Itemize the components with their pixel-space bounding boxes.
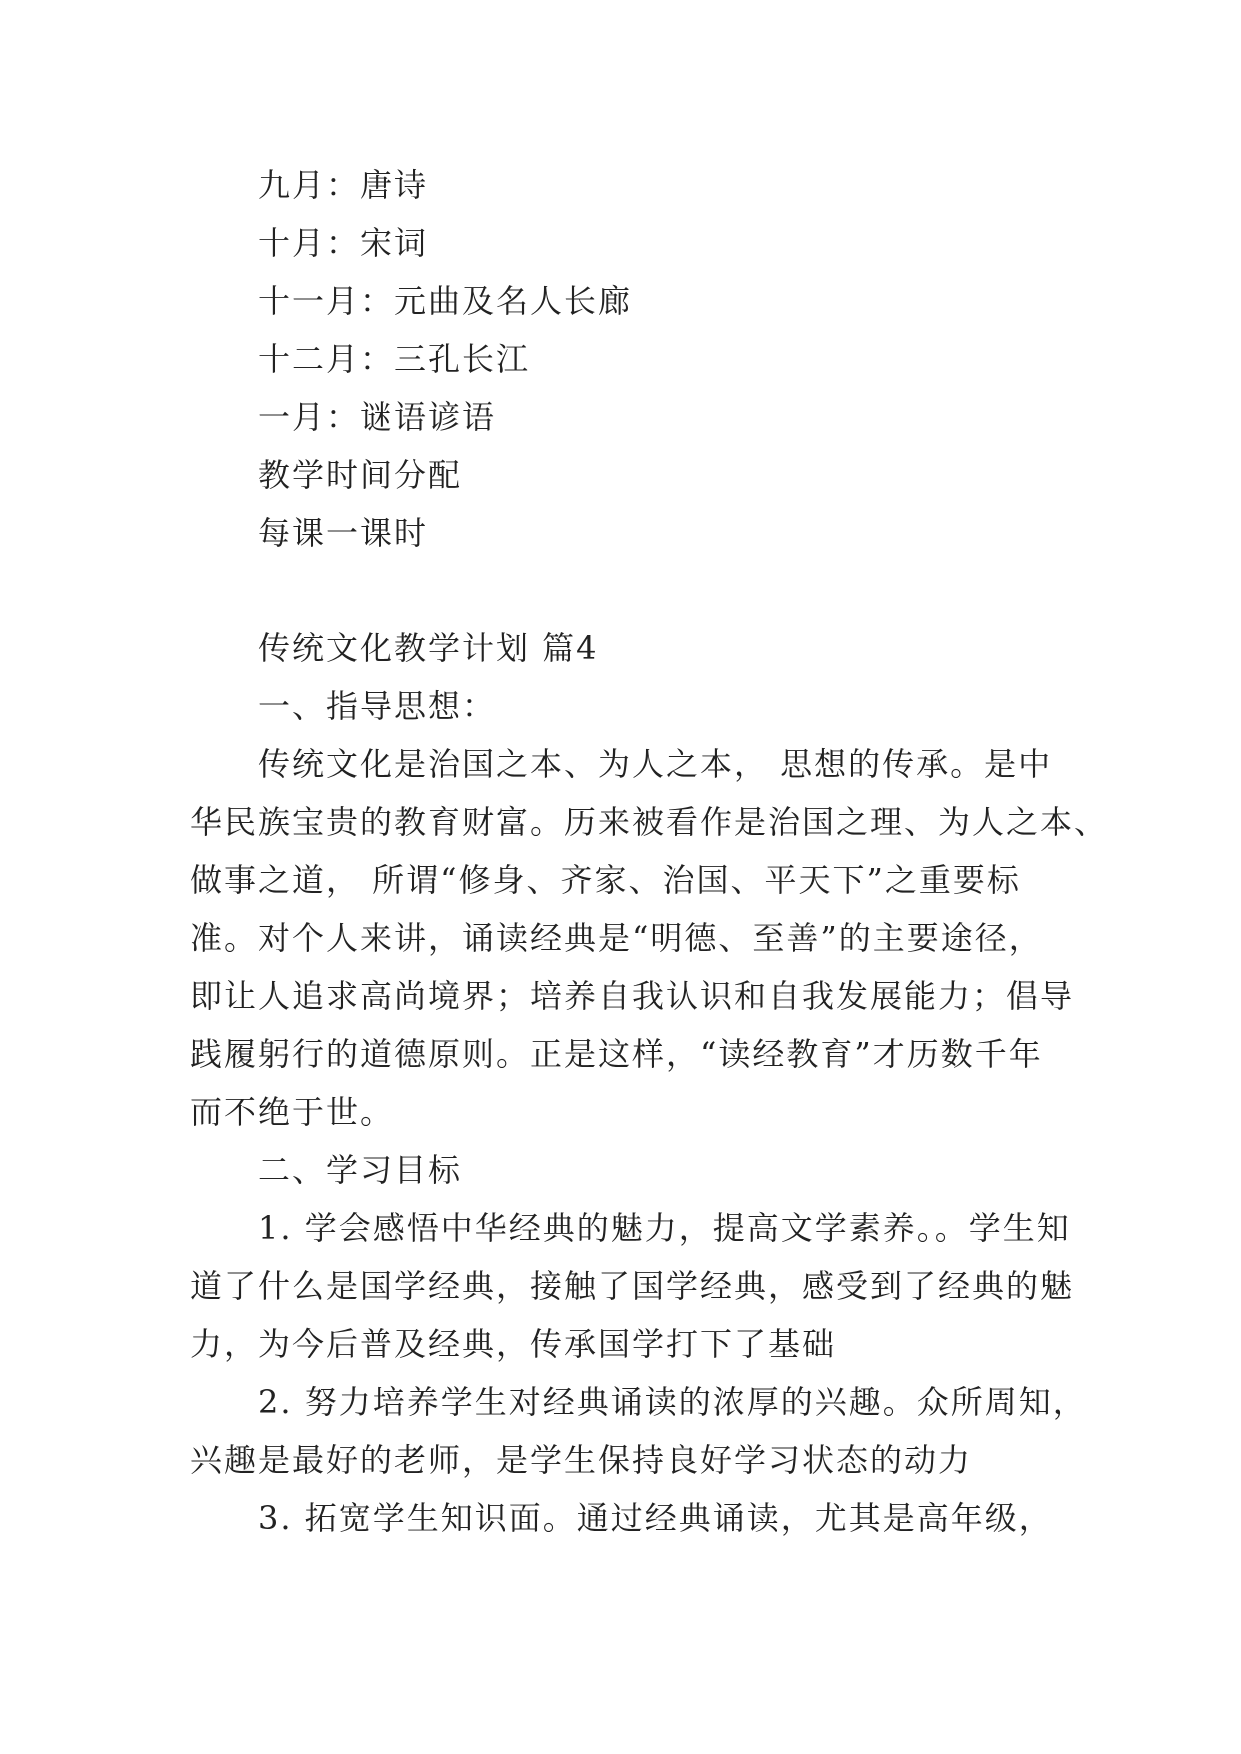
goal-item-line: 道了什么是国学经典，接触了国学经典，感受到了经典的魅 [190,1267,1075,1305]
paragraph-line: 传统文化是治国之本、为人之本， 思想的传承。是中 [258,745,1053,783]
paragraph-line: 践履躬行的道德原则。正是这样，“读经教育”才历数千年 [190,1035,1043,1073]
paragraph-line: 即让人追求高尚境界；培养自我认识和自我发展能力；倡导 [190,977,1075,1015]
paragraph-line: 华民族宝贵的教育财富。历来被看作是治国之理、为人之本、 [190,803,1109,841]
paragraph-line: 而不绝于世。 [190,1093,395,1131]
goal-item-line: 兴趣是最好的老师，是学生保持良好学习状态的动力 [190,1441,973,1479]
paragraph-line: 做事之道， 所谓“修身、齐家、治国、平天下”之重要标 [190,861,1021,899]
goal-item-line: 2. 努力培养学生对经典诵读的浓厚的兴趣。众所周知， [258,1383,1087,1421]
paragraph-line: 准。对个人来讲，诵读经典是“明德、至善”的主要途径， [190,919,1043,957]
goal-item-line: 3. 拓宽学生知识面。通过经典诵读，尤其是高年级， [258,1499,1053,1537]
schedule-line-october: 十月：宋词 [258,224,429,262]
heading-guiding-thought: 一、指导思想： [258,687,497,725]
schedule-line-september: 九月：唐诗 [258,166,429,204]
goal-item-line: 1. 学会感悟中华经典的魅力，提高文学素养。。学生知 [258,1209,1071,1247]
schedule-line-december: 十二月：三孔长江 [258,340,531,378]
schedule-line-time-allocation: 教学时间分配 [258,456,463,494]
goal-item-line: 力，为今后普及经典，传承国学打下了基础 [190,1325,837,1363]
schedule-line-per-lesson: 每课一课时 [258,514,429,552]
heading-learning-goals: 二、学习目标 [258,1151,463,1189]
schedule-line-november: 十一月：元曲及名人长廊 [258,282,633,320]
section-title: 传统文化教学计划 篇4 [258,629,599,667]
schedule-line-january: 一月：谜语谚语 [258,398,497,436]
